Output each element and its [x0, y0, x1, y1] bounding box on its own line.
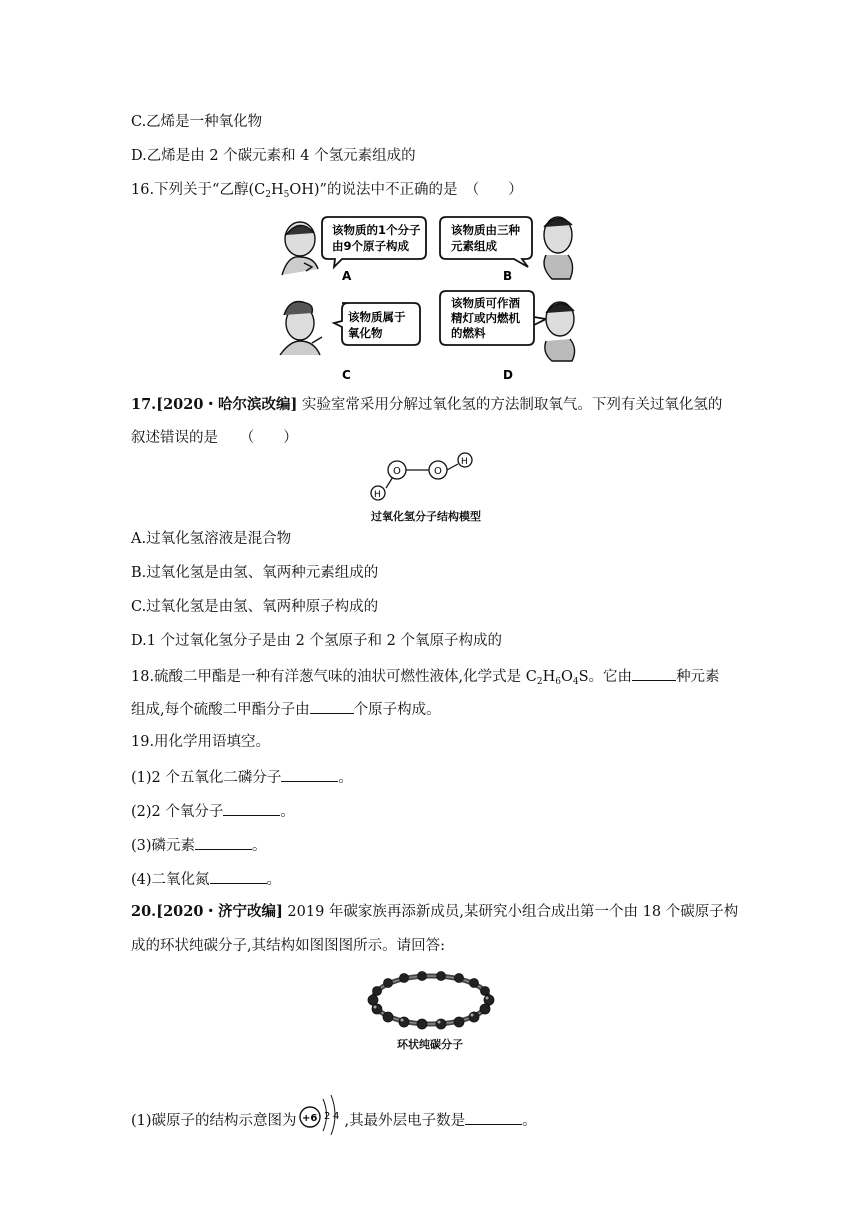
bubble-b-line-1: 该物质由三种 — [451, 223, 520, 237]
q16-stem — [131, 181, 523, 199]
q19-item-2 — [131, 801, 295, 821]
q18-answer-blank-2[interactable] — [310, 699, 354, 714]
q18-sub-3: 4 — [572, 677, 579, 687]
q18-text-3: 种元素 — [676, 669, 720, 685]
q18-text-h: H — [542, 669, 556, 685]
q19-item-1 — [131, 767, 353, 787]
label-c: C — [342, 368, 351, 382]
q18-stem-line-1 — [131, 666, 720, 686]
q17-source-tag: 17.[2020・哈尔滨改编] — [131, 396, 298, 413]
q19-item-2-period: 。 — [280, 804, 295, 820]
q17-text-1: 实验室常采用分解过氧化氢的方法制取氧气。下列有关过氧化氢的 — [297, 397, 723, 413]
nucleus-charge: +6 — [301, 1113, 317, 1124]
q16-text-2: H — [270, 182, 284, 198]
q17-option-b: B.过氧化氢是由氢、氧两种元素组成的 — [131, 565, 379, 581]
q20-stem-line-1 — [131, 903, 738, 921]
q17-option-a: A.过氧化氢溶液是混合物 — [131, 531, 292, 547]
hydrogen-peroxide-model — [360, 450, 510, 506]
q18-sub-2: 6 — [555, 677, 561, 687]
bubble-a-line-1: 该物质的1个分子 — [332, 223, 421, 237]
q20-1-answer-blank[interactable] — [465, 1110, 522, 1125]
bubble-a-line-2: 由9个原子构成 — [332, 239, 410, 253]
oxygen-label-1: O — [393, 466, 401, 477]
q20-1-text-2: ,其最外层电子数是 — [344, 1113, 466, 1129]
q19-item-4 — [131, 869, 281, 889]
q19-item-2-text: (2)2 个氧分子 — [131, 804, 224, 820]
carbon-atom-structure-diagram — [297, 1091, 345, 1135]
q18-text-o: O — [561, 669, 573, 685]
q18-sub-1: 2 — [536, 677, 543, 687]
bubble-d-line-3: 的燃料 — [451, 326, 486, 340]
q18-text-4: 组成,每个硫酸二甲酯分子由 — [131, 702, 310, 718]
q17-option-c: C.过氧化氢是由氢、氧两种原子构成的 — [131, 599, 379, 615]
q20-stem-line-2: 成的环状纯碳分子,其结构如图图图所示。请回答: — [131, 938, 445, 954]
q18-answer-blank-1[interactable] — [632, 666, 676, 681]
bubble-d-line-2: 精灯或内燃机 — [451, 311, 520, 325]
q19-item-3-blank[interactable] — [195, 835, 252, 850]
q16-sub-2: 5 — [283, 190, 290, 200]
q19-item-1-period: 。 — [338, 770, 353, 786]
q19-item-2-blank[interactable] — [223, 801, 280, 816]
person-b-illustration — [544, 217, 573, 279]
hydrogen-label-1: H — [461, 457, 468, 467]
q18-stem-line-2 — [131, 699, 441, 719]
hydrogen-label-2: H — [374, 490, 381, 500]
q19-item-4-text: (4)二氧化氮 — [131, 872, 210, 888]
person-a-illustration — [282, 222, 318, 275]
q16-text-3: OH)”的说法中不正确的是 （ ） — [289, 182, 523, 198]
q20-1-text-1: (1)碳原子的结构示意图为 — [131, 1113, 297, 1129]
q19-item-3 — [131, 835, 267, 855]
q19-item-1-text: (1)2 个五氧化二磷分子 — [131, 770, 282, 786]
person-c-illustration — [280, 302, 322, 356]
q19-stem: 19.用化学用语填空。 — [131, 734, 271, 750]
q16-sub-1: 2 — [265, 190, 271, 200]
oxygen-label-2: O — [434, 466, 442, 477]
shell-2-electrons: 4 — [332, 1111, 339, 1122]
q19-item-4-period: 。 — [266, 872, 282, 888]
q20-figure-caption: 环状纯碳分子 — [397, 1038, 463, 1051]
bubble-b-line-2: 元素组成 — [451, 239, 497, 253]
q20-subquestion-1 — [131, 1091, 537, 1135]
q19-item-3-period: 。 — [252, 838, 267, 854]
q17-stem-line-2: 叙述错误的是 （ ） — [131, 430, 298, 446]
q15-option-d: D.乙烯是由 2 个碳元素和 4 个氢元素组成的 — [131, 148, 416, 164]
q16-figure — [270, 205, 590, 385]
label-d: D — [503, 368, 513, 382]
shell-1-electrons: 2 — [323, 1111, 330, 1122]
carbon-atoms — [368, 972, 494, 1030]
bubble-c-line-1: 该物质属于 — [348, 310, 406, 324]
q19-item-1-blank[interactable] — [281, 767, 338, 782]
q16-text-1: 16.下列关于“乙醇(C — [131, 182, 266, 198]
cyclocarbon-ring-model — [366, 968, 496, 1032]
label-b: B — [503, 269, 513, 283]
q20-text-1: 2019 年碳家族再添新成员,某研究小组合成出第一个由 18 个碳原子构 — [282, 904, 739, 920]
bubble-c-line-2: 氧化物 — [348, 326, 383, 340]
q17-option-d: D.1 个过氧化氢分子是由 2 个氢原子和 2 个氧原子构成的 — [131, 633, 502, 649]
q20-1-period: 。 — [522, 1113, 537, 1129]
bubble-d-line-1: 该物质可作酒 — [451, 296, 520, 310]
person-d-illustration — [545, 302, 575, 361]
q20-source-tag: 20.[2020・济宁改编] — [131, 903, 283, 920]
q19-item-4-blank[interactable] — [210, 869, 267, 884]
q18-text-5: 个原子构成。 — [353, 702, 441, 718]
q19-item-3-text: (3)磷元素 — [131, 838, 196, 854]
q18-text-2: S。它由 — [578, 669, 633, 685]
label-a: A — [342, 269, 352, 283]
q17-figure-caption: 过氧化氢分子结构模型 — [371, 510, 481, 523]
q17-stem-line-1 — [131, 396, 722, 414]
q18-text-1: 18.硫酸二甲酯是一种有洋葱气味的油状可燃性液体,化学式是 C — [131, 669, 537, 685]
q15-option-c: C.乙烯是一种氧化物 — [131, 114, 263, 130]
